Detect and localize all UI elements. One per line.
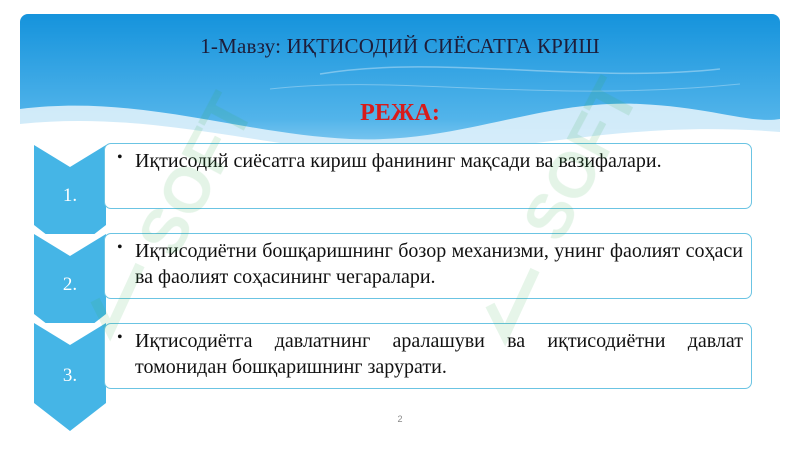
plan-item-3 [104, 323, 752, 389]
item-number-2: 2. [62, 274, 78, 295]
item-number-3: 3. [62, 365, 78, 386]
plan-item-2 [104, 233, 752, 299]
slide-subtitle: РЕЖА: [360, 100, 440, 126]
item-number-1: 1. [62, 185, 78, 206]
page-number: 2 [397, 414, 403, 424]
plan-item-1-text: Иқтисодий сиёсатга кириш фанининг мақсади ва вазифалари. [135, 150, 662, 172]
slide-title: 1-Мавзу: ИҚТИСОДИЙ СИЁСАТГА КРИШ [200, 34, 600, 58]
bullet-3: • [117, 329, 123, 346]
plan-item-3-text: Иқтисодиётга давлатнинг аралашуви ва иқтисодиётни давлат томонидан бошқаришнинг зарурати. [135, 330, 743, 378]
bullet-1: • [117, 149, 123, 166]
plan-item-1 [104, 143, 752, 209]
plan-item-2-text: Иқтисодиётни бошқаришнинг бозор механизми, унинг фаолият соҳаси ва фаолият соҳасининг чегаралари. [135, 240, 743, 288]
bullet-2: • [117, 239, 123, 256]
